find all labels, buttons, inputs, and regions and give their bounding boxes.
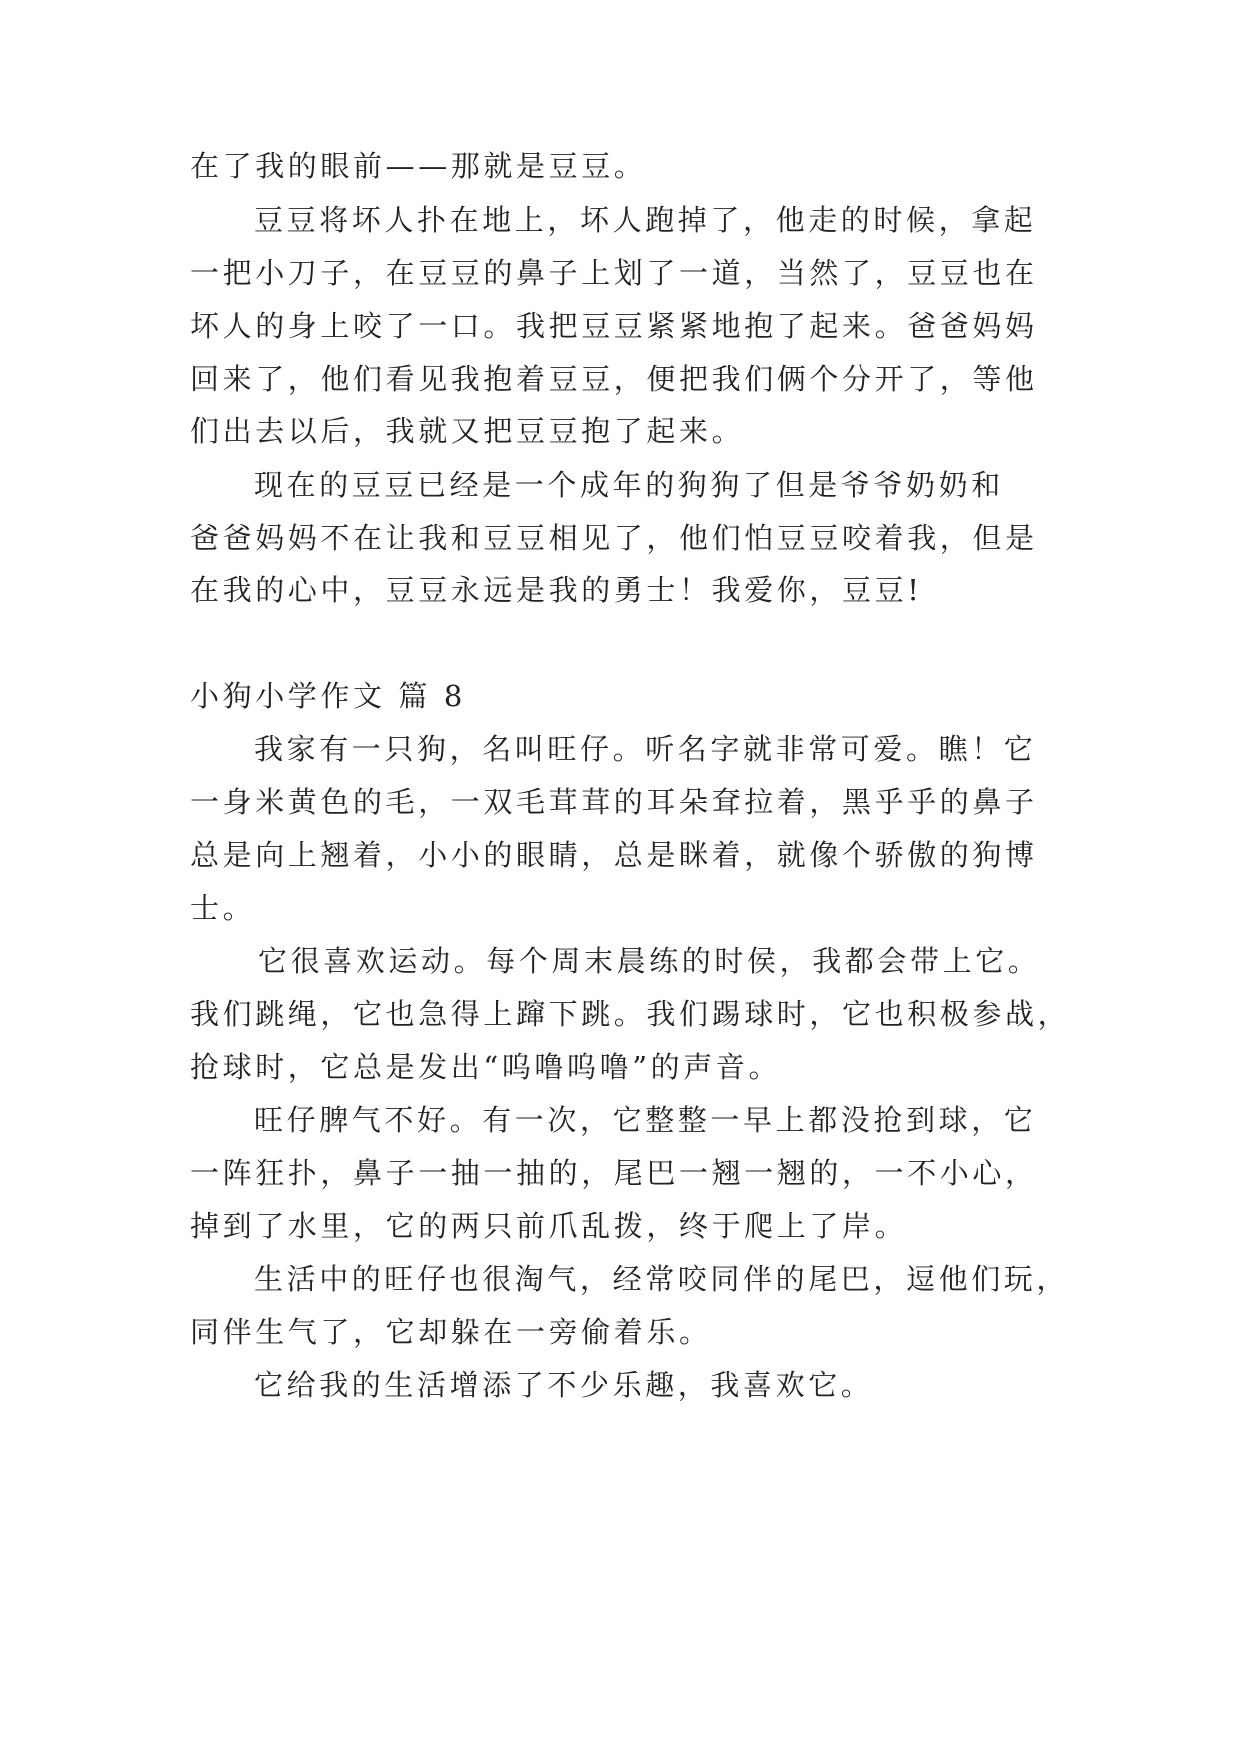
text-line: 士。 [190,891,256,925]
text-line: 回来了，他们看见我抱着豆豆，便把我们俩个分开了，等他 [190,362,1038,396]
text-line: 爸爸妈妈不在让我和豆豆相见了，他们怕豆豆咬着我，但是 [190,521,1038,555]
paragraph-start: 它很喜欢运动。每个周末晨练的时侯，我都会带上它。 [258,944,1041,978]
text-line: 一阵狂扑，鼻子一抽一抽的，尾巴一翘一翘的，一不小心， [190,1156,1038,1190]
section-heading: 小狗小学作文 篇 8 [190,679,466,713]
paragraph-start: 现在的豆豆已经是一个成年的狗狗了但是爷爷奶奶和 [254,468,1004,502]
text-line: 在了我的眼前——那就是豆豆。 [190,149,647,183]
text-line: 抢球时，它总是发出“呜噜呜噜”的声音。 [190,1050,782,1084]
text-line: 掉到了水里，它的两只前爪乱拨，终于爬上了岸。 [190,1209,908,1243]
text-line: 们出去以后，我就又把豆豆抱了起来。 [190,414,745,448]
text-line: 一把小刀子，在豆豆的鼻子上划了一道，当然了，豆豆也在 [190,256,1038,290]
text-line: 在我的心中，豆豆永远是我的勇士！我爱你，豆豆! [190,573,923,607]
text-line: 一身米黄色的毛，一双毛茸茸的耳朵耷拉着，黑乎乎的鼻子 [190,785,1038,819]
paragraph-start: 我家有一只狗，名叫旺仔。听名字就非常可爱。瞧！它 [254,732,1037,766]
text-line: 同伴生气了，它却躲在一旁偷着乐。 [190,1315,712,1349]
paragraph-start: 生活中的旺仔也很淘气，经常咬同伴的尾巴，逗他们玩， [254,1262,1070,1296]
text-line: 总是向上翘着，小小的眼睛，总是眯着，就像个骄傲的狗博 [190,838,1038,872]
text-line: 我们跳绳，它也急得上蹿下跳。我们踢球时，它也积极参战， [190,997,1071,1031]
paragraph-start: 它给我的生活增添了不少乐趣，我喜欢它。 [254,1368,874,1402]
paragraph-start: 旺仔脾气不好。有一次，它整整一早上都没抢到球，它 [254,1103,1037,1137]
text-line: 坏人的身上咬了一口。我把豆豆紧紧地抱了起来。爸爸妈妈 [190,309,1038,343]
paragraph-start: 豆豆将坏人扑在地上，坏人跑掉了，他走的时候，拿起 [254,203,1037,237]
